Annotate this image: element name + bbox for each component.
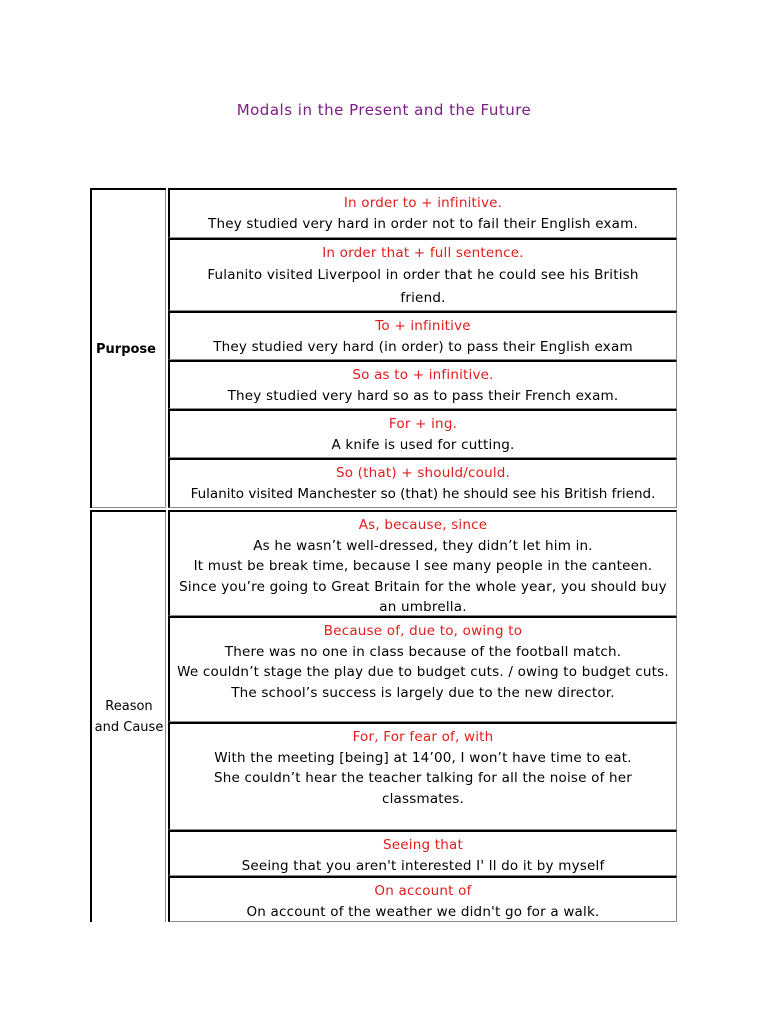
row-example: There was no one in class because of the football match. xyxy=(224,643,622,660)
row-example: A knife is used for cutting. xyxy=(331,436,515,453)
row-heading: So as to + infinitive. xyxy=(352,367,494,383)
row-example: Fulanito visited Liverpool in order that he could see his British friend. xyxy=(207,266,639,306)
row-example: Since you’re going to Great Britain for the whole year, you should buy an umbrella. xyxy=(179,578,667,615)
purpose-row xyxy=(168,458,677,508)
row-example: As he wasn’t well-dressed, they didn’t let him in. xyxy=(253,537,593,554)
purpose-row xyxy=(168,409,677,458)
purpose-row xyxy=(168,188,677,238)
reason-row xyxy=(168,616,677,722)
row-example: They studied very hard (in order) to pass their English exam xyxy=(213,338,633,355)
row-heading: On account of xyxy=(374,883,472,899)
row-example: Seeing that you aren't interested I' ll do it by myself xyxy=(241,857,605,874)
reason-label-cell xyxy=(90,510,166,922)
reason-row xyxy=(168,876,677,922)
document-title: Modals in the Present and the Future xyxy=(236,101,532,119)
purpose-label-cell xyxy=(90,188,166,508)
purpose-row xyxy=(168,360,677,409)
purpose-row xyxy=(168,311,677,360)
row-heading: Because of, due to, owing to xyxy=(323,623,523,639)
purpose-row xyxy=(168,238,677,311)
row-example: Fulanito visited Manchester so (that) he should see his British friend. xyxy=(190,485,656,502)
purpose-label: Purpose xyxy=(96,341,156,357)
row-heading: As, because, since xyxy=(358,517,488,533)
reason-row xyxy=(168,510,677,616)
row-example: With the meeting [being] at 14’00, I won’t have time to eat. xyxy=(214,749,632,766)
row-heading: For + ing. xyxy=(388,416,458,432)
row-heading: For, For fear of, with xyxy=(352,729,494,745)
row-heading: In order to + infinitive. xyxy=(343,195,503,211)
reason-row xyxy=(168,830,677,876)
row-heading: So (that) + should/could. xyxy=(335,465,511,481)
row-heading: In order that + full sentence. xyxy=(322,245,524,261)
row-example: She couldn’t hear the teacher talking for all the noise of her classmates. xyxy=(213,770,633,807)
row-example: They studied very hard so as to pass their French exam. xyxy=(227,387,619,404)
reason-label: Reason and Cause xyxy=(94,699,164,735)
row-example: It must be break time, because I see many people in the canteen. xyxy=(193,558,653,574)
row-example: On account of the weather we didn't go for a walk. xyxy=(246,903,600,920)
row-example: The school’s success is largely due to the new director. xyxy=(231,684,615,701)
row-example: We couldn’t stage the play due to budget cuts. / owing to budget cuts. xyxy=(177,664,669,680)
row-heading: Seeing that xyxy=(383,837,463,853)
row-heading: To + infinitive xyxy=(375,318,471,334)
row-example: They studied very hard in order not to fail their English exam. xyxy=(208,215,638,232)
reason-row xyxy=(168,722,677,830)
